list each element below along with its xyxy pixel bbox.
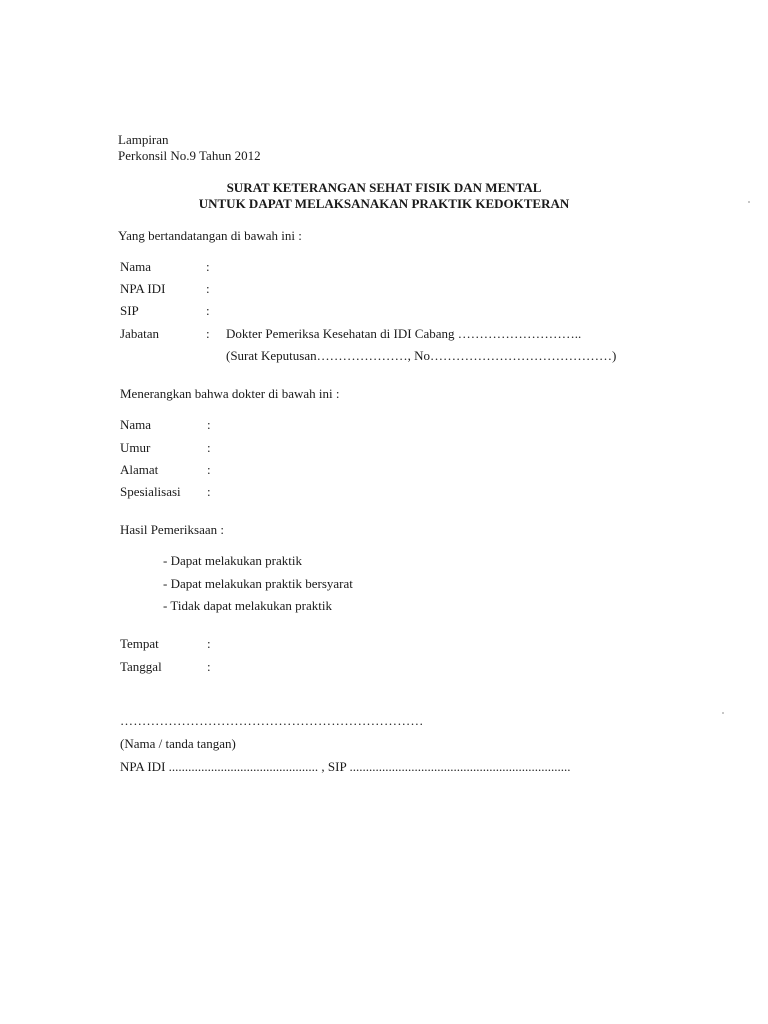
place-colon: : xyxy=(207,636,211,651)
doctor-age-colon: : xyxy=(207,440,211,455)
signer-sip-colon: : xyxy=(206,303,210,318)
result-heading: Hasil Pemeriksaan : xyxy=(120,522,224,537)
signer-jabatan-colon: : xyxy=(206,326,210,341)
scan-speck xyxy=(748,201,750,203)
doctor-address-label: Alamat xyxy=(120,462,159,477)
scan-speck xyxy=(722,712,724,714)
signer-name-label: Nama xyxy=(120,259,152,274)
document-title-line2: UNTUK DAPAT MELAKSANAKAN PRAKTIK KEDOKTERAN xyxy=(198,196,570,211)
signature-name-label: (Nama / tanda tangan) xyxy=(120,736,236,751)
npa-sip-line: NPA IDI .............................................. , SIP .................................................................... xyxy=(120,759,571,774)
perkonsil-reference: Perkonsil No.9 Tahun 2012 xyxy=(118,148,261,163)
result-option-2: - Dapat melakukan praktik bersyarat xyxy=(163,576,353,591)
place-label: Tempat xyxy=(120,636,159,651)
document-title-line1: SURAT KETERANGAN SEHAT FISIK DAN MENTAL xyxy=(226,180,542,195)
doctor-address-colon: : xyxy=(207,462,211,477)
signer-sip-label: SIP xyxy=(120,303,139,318)
date-colon: : xyxy=(207,659,211,674)
lampiran-label: Lampiran xyxy=(118,132,169,147)
signer-intro: Yang bertandatangan di bawah ini : xyxy=(118,228,302,243)
doctor-specialization-label: Spesialisasi xyxy=(120,484,181,499)
doctor-age-label: Umur xyxy=(120,440,151,455)
doctor-specialization-colon: : xyxy=(207,484,211,499)
signer-jabatan-label: Jabatan xyxy=(120,326,159,341)
signer-jabatan-value: Dokter Pemeriksa Kesehatan di IDI Cabang ……………………….. xyxy=(226,326,582,341)
signer-name-colon: : xyxy=(206,259,210,274)
signature-dotted-line: …………………………………………………………… xyxy=(120,713,424,728)
date-label: Tanggal xyxy=(120,659,162,674)
signer-npa-label: NPA IDI xyxy=(120,281,166,296)
doctor-name-colon: : xyxy=(207,417,211,432)
doctor-name-label: Nama xyxy=(120,417,152,432)
result-option-3: - Tidak dapat melakukan praktik xyxy=(163,598,332,613)
doctor-intro: Menerangkan bahwa dokter di bawah ini : xyxy=(120,386,340,401)
surat-keputusan-note: (Surat Keputusan…………………, No……………………………………) xyxy=(226,348,617,363)
signer-npa-colon: : xyxy=(206,281,210,296)
result-option-1: - Dapat melakukan praktik xyxy=(163,553,302,568)
